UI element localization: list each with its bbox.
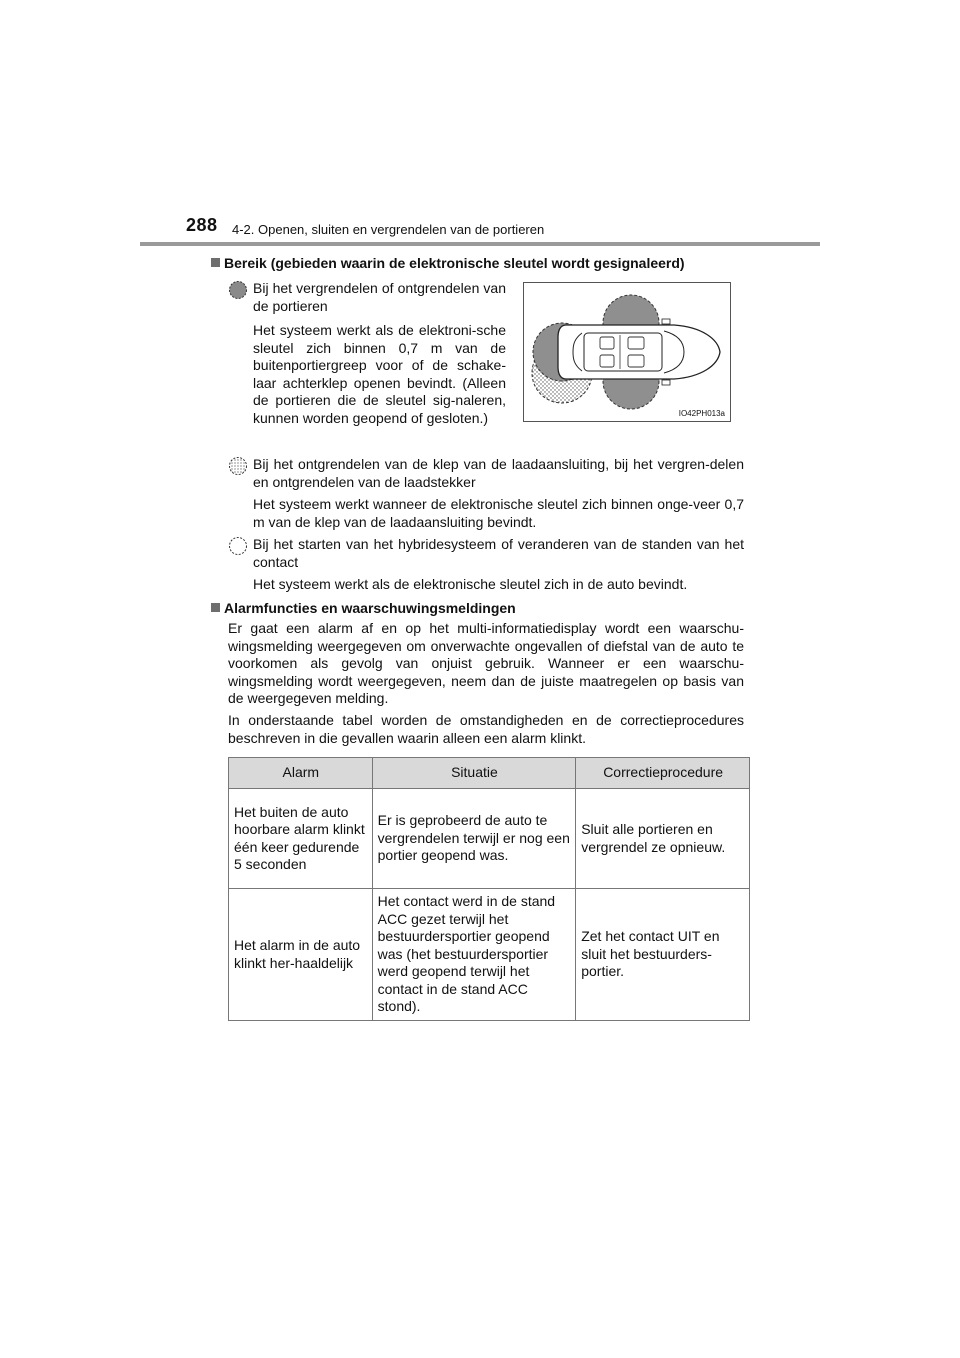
solid-zone-icon [228, 280, 248, 300]
alarm-table [228, 757, 750, 1021]
section-heading-bereik: Bereik (gebieden waarin de elektronische sleutel wordt gesignaleerd) [211, 255, 685, 271]
table-row [229, 789, 750, 889]
car-range-diagram [524, 283, 730, 421]
table-cell: Er is geprobeerd de auto te vergrendelen terwijl er nog een portier geopend was. [372, 789, 576, 889]
square-bullet-icon [211, 258, 220, 267]
inside-zone-icon [228, 536, 248, 556]
table-cell: Sluit alle portieren en vergrendel ze opnieuw. [576, 789, 750, 889]
item2-title: Bij het ontgrendelen van de klep van de laadaansluiting, bij het vergren-delen en ontgrendelen van de laadstekker [253, 456, 744, 490]
section-heading-alarm: Alarmfuncties en waarschuwingsmeldingen [211, 600, 516, 616]
column-header-correctieprocedure: Correctieprocedure [576, 758, 750, 789]
column-header-situatie: Situatie [372, 758, 576, 789]
item2-body: Het systeem werkt wanneer de elektronische sleutel zich binnen onge-veer 0,7 m van de klep van de laadaansluiting bevindt. [253, 496, 744, 530]
alarm-paragraph-2: In onderstaande tabel worden de omstandigheden en de correctieprocedures beschreven in die gevallen waarin alleen een alarm klinkt. [228, 712, 744, 746]
header-rule [140, 242, 820, 246]
running-head: 4-2. Openen, sluiten en vergrendelen van de portieren [232, 222, 545, 237]
square-bullet-icon [211, 603, 220, 612]
item3-title: Bij het starten van het hybridesysteem of veranderen van de standen van het contact [253, 536, 744, 570]
table-cell: Het buiten de auto hoorbare alarm klinkt één keer gedurende 5 seconden [229, 789, 373, 889]
item1-title: Bij het vergrendelen of ontgrendelen van de portieren [253, 280, 506, 314]
table-row [229, 889, 750, 1021]
item3-body: Het systeem werkt als de elektronische sleutel zich in de auto bevindt. [253, 576, 688, 592]
key-range-figure [523, 282, 731, 422]
page-number: 288 [186, 215, 218, 235]
alarm-paragraph-1: Er gaat een alarm af en op het multi-informatiedisplay wordt een waarschu-wingsmelding weergegeven om onverwachte ongevallen of diefstal van de auto te voorkomen als gevolg van onjuist gebruik. Wanneer er een waarschu-wingsmelding wordt weergegeven, neem dan de juiste maatregelen op basis van de weergegeven melding. [228, 620, 744, 706]
table-cell: Het alarm in de auto klinkt her-haaldelijk [229, 889, 373, 1021]
item1-body: Het systeem werkt als de elektroni-sche sleutel zich binnen 0,7 m van de buitenportiergreep voor of de schake-laar achterklep openen bevindt. (Alleen de portieren die de sleutel sig-naleren, kunnen worden geopend of gesloten.) [253, 322, 506, 426]
table-cell: Het contact werd in de stand ACC gezet terwijl het bestuurdersportier geopend was (het bestuurdersportier werd geopend terwijl het contact in de stand ACC stond). [372, 889, 576, 1021]
figure-code: IO42PH013a [678, 409, 725, 418]
table-header-row [229, 758, 750, 789]
column-header-alarm: Alarm [229, 758, 373, 789]
table-cell: Zet het contact UIT en sluit het bestuurders-portier. [576, 889, 750, 1021]
dotted-zone-icon [228, 456, 248, 476]
